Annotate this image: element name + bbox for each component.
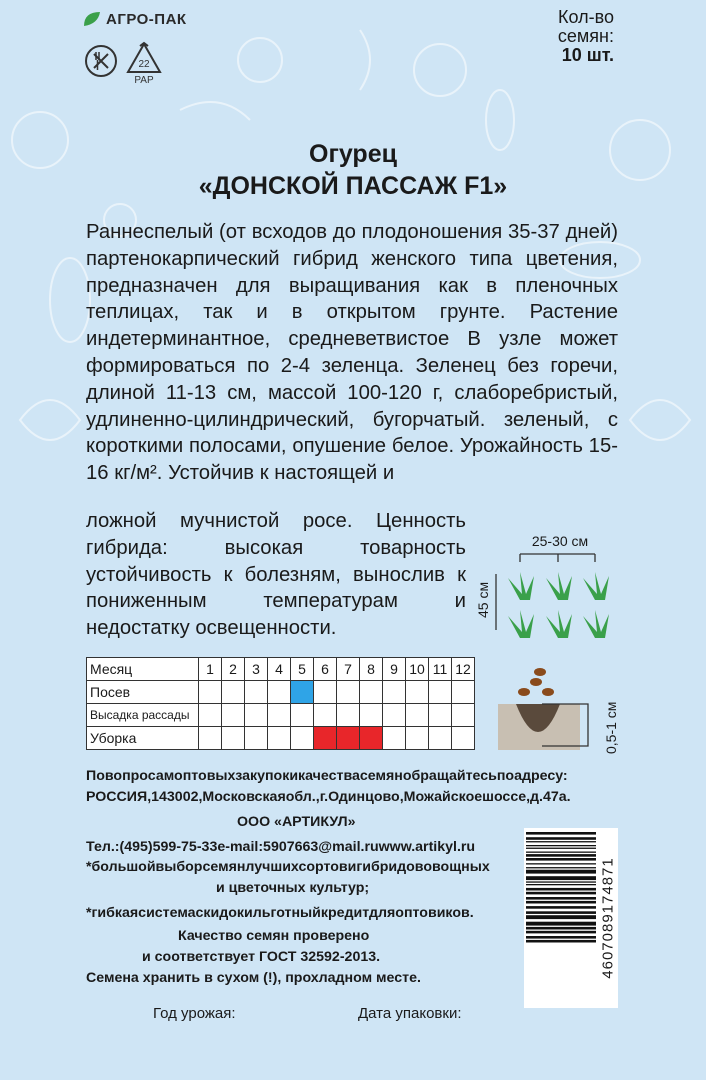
month-2: 2 <box>222 658 245 681</box>
note-1b: и цветочных культур; <box>216 880 370 896</box>
calendar-header-row <box>87 658 475 681</box>
month-6: 6 <box>314 658 337 681</box>
barcode-bar <box>526 841 596 842</box>
month-4: 4 <box>268 658 291 681</box>
qty-label-2: семян: <box>557 26 614 46</box>
calendar-cell <box>383 704 406 727</box>
month-12: 12 <box>452 658 475 681</box>
qty-value: 10 шт. <box>561 45 614 65</box>
calendar-cell <box>429 704 452 727</box>
barcode-bar <box>526 915 596 919</box>
calendar-cell <box>452 704 475 727</box>
barcode-bar <box>526 901 596 904</box>
calendar-cell <box>222 704 245 727</box>
calendar-cell <box>245 704 268 727</box>
calendar-cell <box>199 727 222 750</box>
info-address: РОССИЯ,143002,Московскаяобл.,г.Одинцово,Можайскоешоссе,д.47а. <box>86 789 571 805</box>
calendar-cell <box>337 681 360 704</box>
calendar-cell <box>452 727 475 750</box>
barcode-bar <box>526 870 596 874</box>
leaf-icon <box>82 10 102 28</box>
calendar-cell <box>383 681 406 704</box>
row-spacing-label: 25-30 см <box>531 533 589 549</box>
barcode-bar <box>526 876 596 880</box>
month-1: 1 <box>199 658 222 681</box>
month-header: Месяц <box>87 658 199 681</box>
barcode-bar <box>526 940 596 943</box>
calendar-cell <box>406 727 429 750</box>
row-label-harvest: Уборка <box>87 727 199 750</box>
barcode-bar <box>526 888 596 891</box>
calendar-cell <box>429 727 452 750</box>
barcode-bar <box>526 854 596 857</box>
seed-quantity <box>474 8 614 65</box>
depth-label: 0,5-1 см <box>603 701 619 754</box>
calendar-cell <box>291 681 314 704</box>
contacts: Тел.:(495)599-75-33e-mail:5907663@mail.ruwww.artikyl.ru <box>86 839 476 855</box>
calendar-cell <box>406 704 429 727</box>
sowing-depth-diagram <box>496 662 620 754</box>
not-for-food-icon <box>84 44 118 78</box>
calendar-cell <box>337 704 360 727</box>
calendar-cell <box>245 727 268 750</box>
calendar-cell <box>199 704 222 727</box>
note-2: *гибкаясистемаскидокильготныйкредитдляоптовиков. <box>86 905 474 921</box>
barcode-bar <box>526 897 596 900</box>
calendar-cell <box>199 681 222 704</box>
month-7: 7 <box>337 658 360 681</box>
title-crop: Огурец <box>309 140 397 168</box>
barcode-bar <box>526 936 596 939</box>
calendar-cell <box>429 681 452 704</box>
barcode-bar <box>526 848 596 849</box>
calendar-cell <box>337 727 360 750</box>
calendar-cell <box>360 727 383 750</box>
calendar-cell <box>314 704 337 727</box>
calendar-cell <box>268 681 291 704</box>
calendar-cell <box>222 727 245 750</box>
barcode <box>524 828 618 1008</box>
barcode-bar <box>526 922 596 926</box>
barcode-number: 4607089174871 <box>599 857 617 979</box>
calendar-cell <box>314 681 337 704</box>
month-11: 11 <box>429 658 452 681</box>
product-title <box>0 138 706 202</box>
barcode-bar <box>526 852 596 853</box>
month-3: 3 <box>245 658 268 681</box>
calendar-cell <box>291 727 314 750</box>
pack-date-label: Дата упаковки: <box>358 1005 462 1022</box>
barcode-bar <box>526 911 596 914</box>
calendar-cell <box>245 681 268 704</box>
barcode-bar <box>526 906 596 909</box>
qty-label-1: Кол-во <box>558 7 614 27</box>
calendar-cell <box>383 727 406 750</box>
storage-note: Семена хранить в сухом (!), прохладном месте. <box>86 970 421 986</box>
calendar-row <box>87 681 475 704</box>
month-10: 10 <box>406 658 429 681</box>
barcode-bar <box>526 884 596 885</box>
barcode-bar <box>526 927 596 930</box>
month-5: 5 <box>291 658 314 681</box>
note-1a: *большойвыборсемянлучшихсортовигибридововощных <box>86 859 490 875</box>
brand-logo <box>82 10 187 28</box>
sowing-calendar <box>86 657 475 750</box>
description-tail: ложной мучнистой росе. Ценность гибрида: высокая товарность устойчивость к болезням, вынослив к пониженным температурам и недостатку освещенности. <box>86 510 466 640</box>
barcode-bar <box>526 867 596 868</box>
calendar-row <box>87 727 475 750</box>
row-label-transplanting: Высадка рассады <box>87 704 199 727</box>
company-name: ООО «АРТИКУЛ» <box>237 814 356 830</box>
seed-icons <box>518 668 554 696</box>
month-9: 9 <box>383 658 406 681</box>
barcode-bar <box>526 863 596 864</box>
info-line-1: Повопросамоптовыхзакупокикачествасемянобращайтесьпоадресу: <box>86 768 568 784</box>
title-variety: «ДОНСКОЙ ПАССАЖ F1» <box>198 172 508 200</box>
calendar-cell <box>268 727 291 750</box>
recycle-icon <box>124 40 164 84</box>
calendar-row <box>87 704 475 727</box>
calendar-cell <box>360 681 383 704</box>
barcode-bar <box>526 892 596 895</box>
barcode-bar <box>526 858 596 861</box>
barcode-bar <box>526 837 596 840</box>
calendar-cell <box>291 704 314 727</box>
barcode-bar <box>526 881 596 882</box>
plant-spacing-label: 45 см <box>475 581 491 618</box>
row-label-sowing: Посев <box>87 681 199 704</box>
description-text: Раннеспелый (от всходов до плодоношения 35-37 дней) партенокарпический гибрид женского типа цветения, предназначен для выращивания как в пленочных теплицах, так и в открытом грунте. Растение индетерминантное, средневетвистое В узле может формироваться по 2-4 зеленца. Зеленец без горечи, длиной 11-13 см, массой 100-120 г, слаборебристый, удлиненно-цилиндрический, бугорчатый. зеленый, с короткими полосами, опушение белое. Урожайность 15-16 кг/м². Устойчив к настоящей и <box>86 221 618 485</box>
quality-2: и соответствует ГОСТ 32592-2013. <box>142 949 381 965</box>
calendar-cell <box>360 704 383 727</box>
calendar-cell <box>406 681 429 704</box>
month-8: 8 <box>360 658 383 681</box>
brand-name: АГРО-ПАК <box>106 10 187 28</box>
barcode-bar <box>526 931 596 934</box>
calendar-cell <box>452 681 475 704</box>
calendar-cell <box>222 681 245 704</box>
barcode-bar <box>526 832 596 835</box>
planting-scheme <box>470 530 620 645</box>
harvest-year-label: Год урожая: <box>153 1005 236 1022</box>
calendar-cell <box>314 727 337 750</box>
calendar-cell <box>268 704 291 727</box>
barcode-bar <box>526 845 596 846</box>
recycle-code: 22 <box>138 59 150 70</box>
recycle-label: PAP <box>134 75 154 84</box>
seedling-icons <box>508 572 609 638</box>
quality-1: Качество семян проверено <box>178 928 370 944</box>
